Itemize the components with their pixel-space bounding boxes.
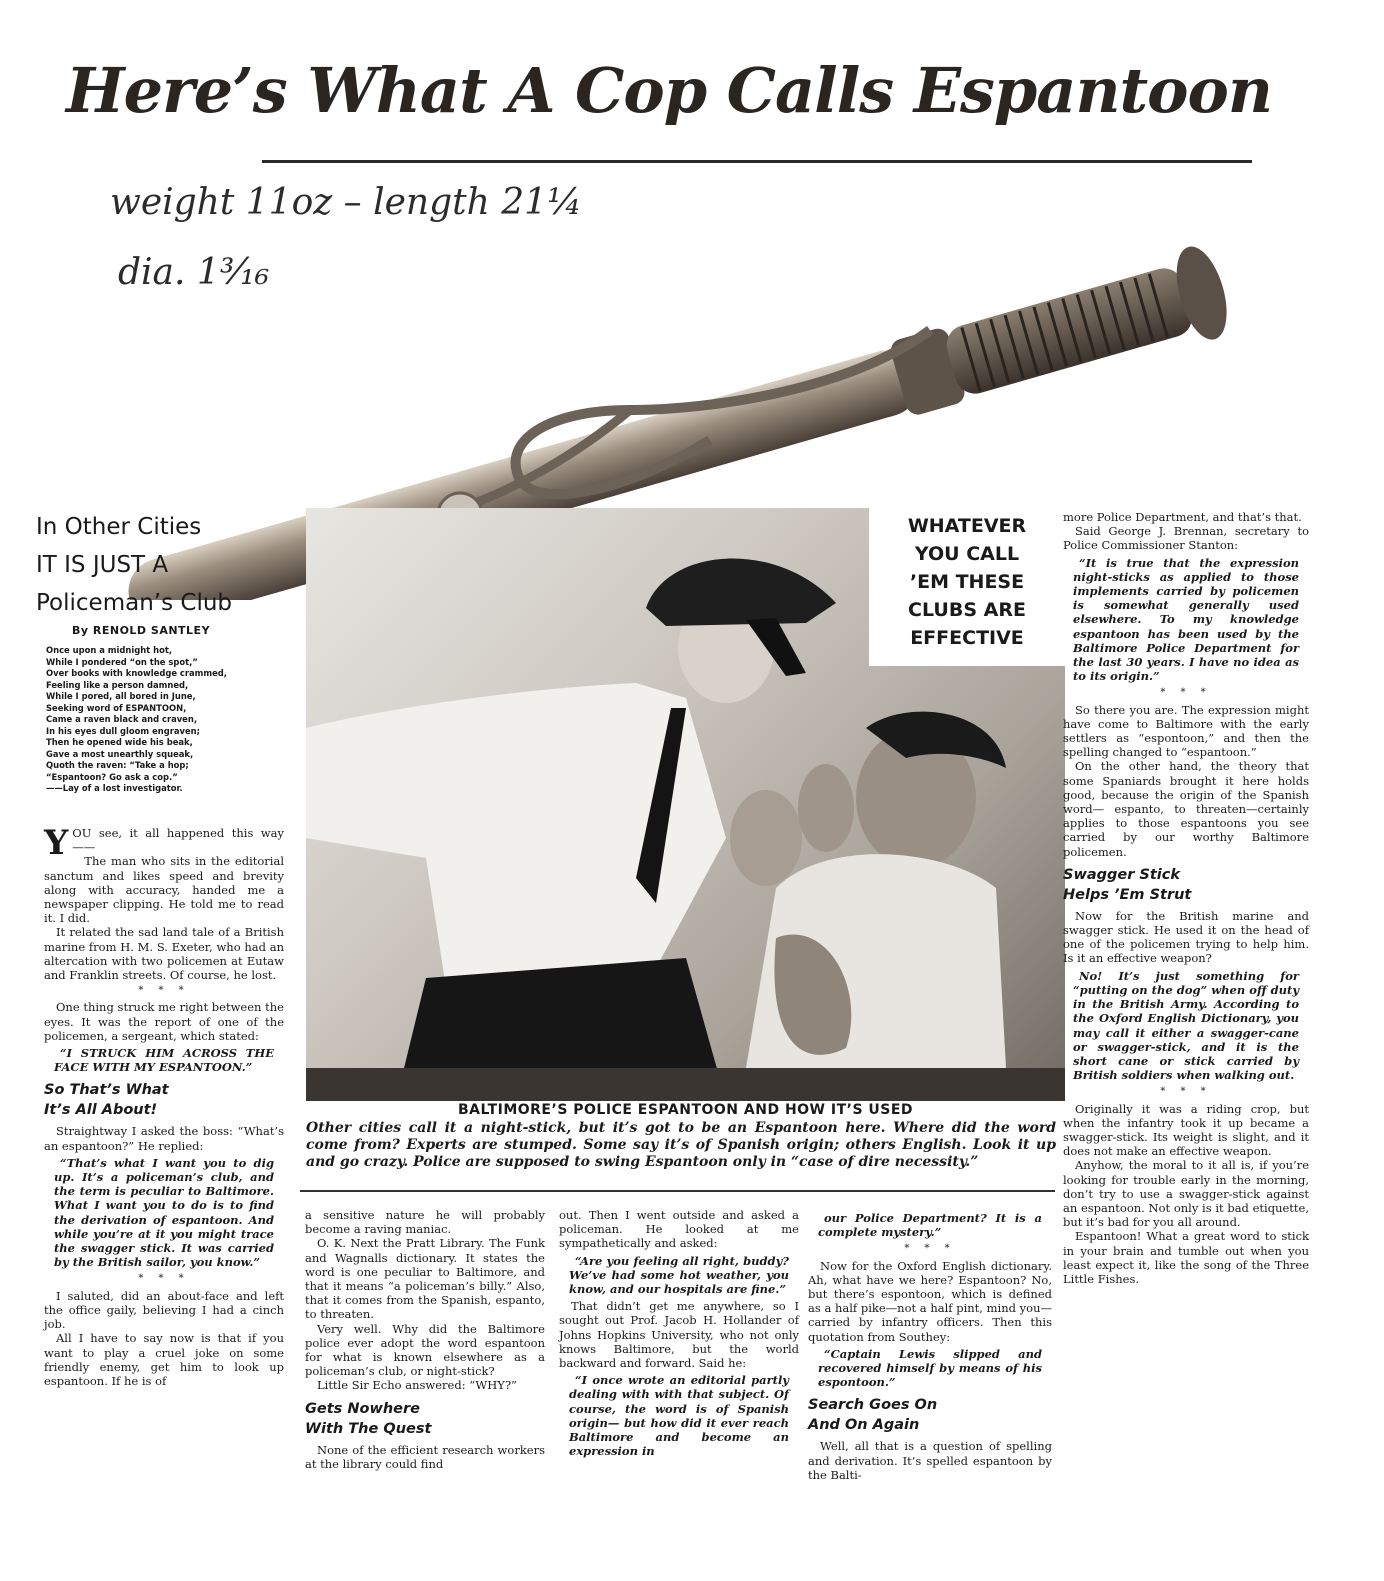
subheading: Gets Nowhere With The Quest <box>305 1400 432 1437</box>
paragraph: So there you are. The expression might have come to Baltimore with the early settlers as “espontoon,” and then the spelling changed to “espantoon.” <box>1063 702 1309 760</box>
article-column-1 <box>44 823 284 1388</box>
subheading: Search Goes On And On Again <box>808 1397 938 1434</box>
paragraph: a sensitive nature he will probably become a raving maniac. <box>305 1208 545 1237</box>
paragraph: One thing struck me right between the eyes. It was the report of one of the policemen, a sergeant, which stated: <box>44 1000 284 1043</box>
poem-line: ——Lay of a lost investigator. <box>46 783 183 793</box>
paragraph: It related the sad land tale of a British marine from H. M. S. Exeter, who had an altercation with two policemen at Eutaw and Franklin streets. Of course, he lost. <box>44 925 284 983</box>
poem-line: Then he opened wide his beak, <box>46 737 193 747</box>
article-column-2 <box>305 1208 545 1471</box>
sidebar-headline-line: IT IS JUST A <box>36 552 169 578</box>
block-quote: “Captain Lewis slipped and recovered himself by means of his espontoon.” <box>818 1346 1042 1390</box>
handwritten-diameter-note: dia. 1³⁄₁₆ <box>118 252 270 293</box>
paragraph: O. K. Next the Pratt Library. The Funk and Wagnalls dictionary. It states the word is one peculiar to Baltimore, and that it means “a policeman’s billy.” Also, that it comes from the Spanish, espanto, to threaten. <box>305 1236 545 1322</box>
photo-caption-text: Other cities call it a night-stick, but it’s got to be an Espantoon here. Where did the word come from? Experts are stumped. Some say it’s of Spanish origin; others English. Look it up and go crazy. Police are supposed to swing Espantoon only in “case of dire necessity.” <box>306 1120 1056 1170</box>
callout-line: WHATEVER <box>907 515 1027 537</box>
poem-line: While I pored, all bored in June, <box>46 691 196 701</box>
subheading: Swagger Stick Helps ’Em Strut <box>1063 866 1192 903</box>
poem-line: Came a raven black and craven, <box>46 714 198 724</box>
callout-line: YOU CALL <box>914 543 1020 565</box>
article-column-3 <box>559 1208 799 1461</box>
paragraph: Espantoon! What a great word to stick in your brain and tumble out when you least expect it, like the song of the Three Little Fishes. <box>1063 1229 1309 1286</box>
poem-line: In his eyes dull gloom engraven; <box>46 725 200 736</box>
paragraph: On the other hand, the theory that some Spaniards brought it here holds good, because the origin of the Spanish word— espanto, to threaten—certainly applies to those espantoons you see carried by our worthy Baltimore policemen. <box>1063 759 1309 859</box>
headline: Here’s What A Cop Calls Espantoon <box>66 54 1272 127</box>
photo-caption-title: BALTIMORE’S POLICE ESPANTOON AND HOW IT’S USED <box>457 1102 914 1118</box>
paragraph: Little Sir Echo answered: “WHY?” <box>317 1378 517 1393</box>
poem-line: “Espantoon? Go ask a cop.” <box>46 771 178 782</box>
paragraph: None of the efficient research workers at the library could find <box>305 1442 545 1471</box>
paragraph: Originally it was a riding crop, but when the infantry took it up became a swagger-stick. Its weight is slight, and it does not make an effective weapon. <box>1063 1101 1309 1159</box>
handwritten-weight-length-note: weight 11oz – length 21¼ <box>110 182 582 223</box>
paragraph: out. Then I went outside and asked a policeman. He looked at me sympathetically and asked: <box>559 1208 799 1251</box>
poem-line: Once upon a midnight hot, <box>46 645 173 655</box>
paragraph: The man who sits in the editorial sanctum and likes speed and brevity along with accuracy, handed me a newspaper clipping. He told me to read it. I did. <box>44 854 284 926</box>
photo-callout-box <box>869 508 1065 666</box>
section-break: * * * <box>1160 687 1212 699</box>
poem-line: Feeling like a person damned, <box>46 679 189 690</box>
poem-line: Quoth the raven: “Take a hop; <box>46 760 189 770</box>
block-quote: our Police Department? It is a complete mystery.” <box>818 1211 1042 1240</box>
paragraph: Now for the British marine and swagger stick. He used it on the head of one of the policemen trying to help him. Is it an effective weapon? <box>1063 908 1309 966</box>
paragraph: I saluted, did an about-face and left the office gaily, believing I had a cinch job. <box>44 1288 284 1332</box>
article-column-4 <box>808 1208 1052 1482</box>
block-quote: No! It’s just something for “putting on the dog” when off duty in the British Army. According to the Oxford English Dictionary, you may call it either a swagger-cane or swagger-stick, and it is the short cane or stick carried by British soldiers when walking out. <box>1073 968 1299 1083</box>
sidebar-headline-line: Policeman’s Club <box>36 590 233 616</box>
article-column-5 <box>1063 510 1309 1286</box>
block-quote: “It is true that the expression night-sticks as applied to those implements carried by policemen is somewhat generally used elsewhere. To my knowledge espantoon has been used by the Baltimore Police Department for the last 30 years. I have no idea as to its origin.” <box>1073 555 1299 684</box>
block-quote: “Are you feeling all right, buddy? We’ve had some hot weather, you know, and our hospitals are fine.” <box>569 1253 789 1297</box>
subheading: So That’s What It’s All About! <box>44 1082 169 1119</box>
section-break: * * * <box>904 1243 956 1255</box>
paragraph: All I have to say now is that if you want to play a cruel joke on some friendly enemy, get him to look up espantoon. If he is of <box>44 1331 284 1388</box>
caption-divider <box>300 1190 1055 1192</box>
paragraph: more Police Department, and that’s that. <box>1063 510 1302 524</box>
block-quote: “I once wrote an editorial partly dealing with with that subject. Of course, the word is of Spanish origin— but how did it ever reach Baltimore and become an expression in <box>569 1373 789 1459</box>
poem <box>46 645 296 795</box>
paragraph: Well, all that is a question of spelling and derivation. It’s spelled espantoon by the Balti- <box>808 1439 1052 1482</box>
paragraph: Very well. Why did the Baltimore police ever adopt the word espantoon for what is known elsewhere as a policeman’s club, or night-stick? <box>305 1321 545 1379</box>
callout-line: CLUBS ARE <box>908 599 1026 621</box>
block-quote: “That’s what I want you to dig up. It’s a policeman’s club, and the term is peculiar to Baltimore. What I want you to do is to find the derivation of espantoon. And while you’re at it you might trace the swagger stick. It was carried by the British sailor, you know.” <box>54 1155 274 1270</box>
section-break: * * * <box>1160 1086 1212 1098</box>
drop-cap: Y <box>44 823 69 863</box>
poem-line: Seeking word of ESPANTOON, <box>46 702 187 713</box>
paragraph: Straightway I asked the boss: “What’s an espantoon?” He replied: <box>44 1124 284 1153</box>
section-break: * * * <box>138 1273 190 1285</box>
section-break: * * * <box>138 985 190 997</box>
sidebar-headline <box>36 508 296 622</box>
paragraph: Said George J. Brennan, secretary to Police Commissioner Stanton: <box>1063 524 1309 553</box>
paragraph: That didn’t get me anywhere, so I sought out Prof. Jacob H. Hollander of Johns Hopkins University, who not only knows Baltimore, but the world backward and forward. Said he: <box>559 1299 799 1371</box>
poem-line: While I pondered “on the spot,” <box>46 656 198 667</box>
paragraph: YOU see, it all happened this way—— <box>44 823 284 863</box>
poem-line: Gave a most unearthly squeak, <box>46 748 194 759</box>
callout-line: EFFECTIVE <box>910 627 1024 649</box>
poem-line: Over books with knowledge crammed, <box>46 668 227 678</box>
paragraph: Now for the Oxford English dictionary. Ah, what have we here? Espantoon? No, but there’s espontoon, which is defined as a half pike—not a half pint, mind you—carried by infantry officers. Then this quotation from Southey: <box>808 1258 1052 1344</box>
paragraph: Anyhow, the moral to it all is, if you’re looking for trouble early in the morning, don’t try to use a swagger-stick against an espantoon. Not only is it bad etiquette, but it’s bad for you all around. <box>1063 1158 1309 1230</box>
callout-line: ’EM THESE <box>909 571 1025 593</box>
sidebar-headline-line: In Other Cities <box>36 514 202 540</box>
byline: By RENOLD SANTLEY <box>72 624 211 637</box>
block-quote: “I STRUCK HIM ACROSS THE FACE WITH MY ESPANTOON.” <box>54 1046 274 1075</box>
